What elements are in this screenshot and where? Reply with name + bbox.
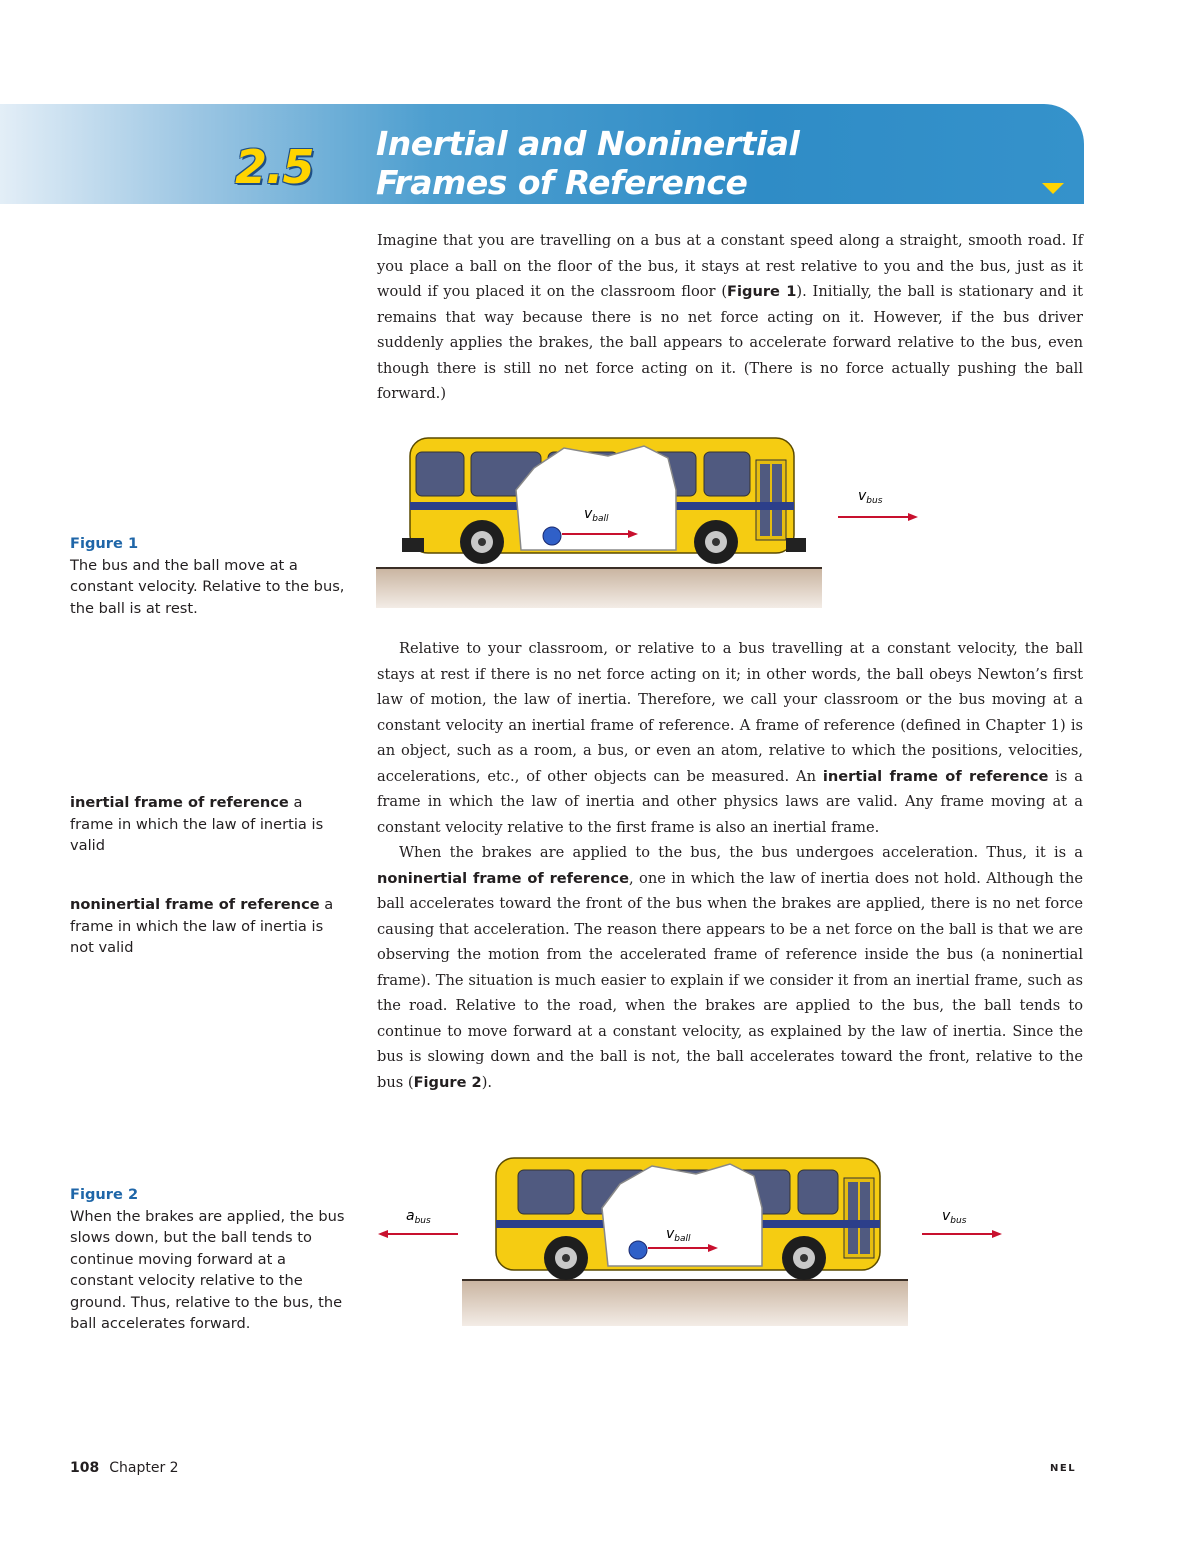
v-bus-label: $v_{bus}$: [858, 488, 883, 506]
term-inertial: inertial frame of reference: [822, 767, 1049, 785]
p1-text: Imagine that you are travelling on a bus at a constant speed along a straight, smooth road. If you place a ball on the floor of the bus, it stays at rest relative to you and the bus, just as it would if you placed it on the classroom floor (: [377, 232, 1083, 300]
section-title: [376, 124, 1016, 202]
chevron-down-icon: [1042, 183, 1064, 194]
figure-2-caption-text: When the brakes are applied, the bus slows down, but the ball tends to continue moving forward at a constant velocity relative to the ground. Thus, relative to the bus, the ball accelerates forward.: [70, 1207, 345, 1332]
publisher-label: NEL: [1050, 1463, 1077, 1474]
figure-2-bus-illustration: [370, 1150, 1020, 1330]
p1-text-end: ). Initially, the ball is stationary and it remains that way because there is no net force acting on it. However, if the bus driver suddenly applies the brakes, the ball appears to accelerate forward relative to the bus, even though there is still no net force acting on it. (There is no force actually pushing the ball forward.): [377, 283, 1083, 402]
section-title-line1: Inertial and Noninertial: [376, 124, 800, 163]
body-paragraph-2: Relative to your classroom, or relative to a bus travelling at a constant velocity, the ball stays at rest if there is no net force acting on it; in other words, the ball obeys Newton’s first law of motion, the law of inertia. Therefore, we call your classroom or the bus moving at a constant velocity an inertial frame of reference. A frame of reference (defined in Chapter 1) is an object, such as a room, a bus, or even an atom, relative to which the positions, velocities, accelerations, etc., of other objects can be measured. An inertial frame of reference is a frame in which the law of inertia and other physics laws are valid. Any frame moving at a constant velocity relative to the first frame is also an inertial frame.: [377, 640, 1083, 836]
section-number: 2.5: [235, 140, 314, 194]
glossary-term-1: inertial frame of reference: [70, 794, 289, 811]
chapter-label: Chapter 2: [109, 1460, 179, 1476]
figure-1-label: Figure 1: [70, 535, 139, 552]
a-bus-label: $a_{bus}$: [406, 1208, 431, 1226]
v-ball-label: $v_{ball}$: [666, 1226, 691, 1244]
figure-1-caption: [70, 533, 345, 619]
a-bus-arrowhead: [378, 1230, 388, 1238]
ground: [462, 1280, 908, 1326]
glossary-term-2: noninertial frame of reference: [70, 896, 320, 913]
ball: [629, 1241, 647, 1259]
figure-ref-2: Figure 2: [413, 1073, 482, 1091]
ground: [376, 568, 822, 608]
body-paragraph-3: When the brakes are applied to the bus, the bus undergoes acceleration. Thus, it is a noninertial frame of reference, one in which the law of inertia does not hold. Although the ball accelerates toward the front of the bus when the brakes are applied, there is no net force causing that acceleration. The reason there appears to be a net force on the ball is that we are observing the motion from the accelerated frame of reference inside the bus (a noninertial frame). The situation is much easier to explain if we consider it from an inertial frame, such as the road. Relative to the road, when the brakes are applied to the bus, the ball tends to continue to move forward at a constant velocity, as explained by the law of inertia. Since the bus is slowing down and the ball is not, the ball accelerates toward the front, relative to the bus (Figure 2).: [377, 844, 1083, 1091]
figure-1-bus-illustration: [376, 430, 936, 610]
glossary-noninertial: [70, 894, 345, 959]
v-ball-label: $v_{ball}$: [584, 506, 609, 524]
figure-ref-1: Figure 1: [727, 283, 797, 300]
v-bus-label: $v_{bus}$: [942, 1208, 967, 1226]
figure-2-label: Figure 2: [70, 1186, 139, 1203]
term-noninertial: noninertial frame of reference: [377, 869, 629, 887]
figure-1-caption-text: The bus and the ball move at a constant velocity. Relative to the bus, the ball is at rest.: [70, 556, 345, 617]
glossary-def-1: a frame in which the law of inertia is valid: [70, 794, 324, 854]
section-title-line2: Frames of Reference: [376, 163, 748, 202]
v-bus-arrowhead: [908, 513, 918, 521]
page-number: 108: [70, 1460, 100, 1476]
body-paragraph-1: [377, 228, 1083, 407]
ball: [543, 527, 561, 545]
v-bus-arrowhead: [992, 1230, 1002, 1238]
body-paragraphs-2-3: [377, 636, 1083, 1095]
page-footer-left: [70, 1460, 179, 1476]
figure-2-caption: [70, 1184, 345, 1335]
glossary-inertial: [70, 792, 345, 857]
glossary-def-2: a frame in which the law of inertia is not valid: [70, 896, 334, 956]
